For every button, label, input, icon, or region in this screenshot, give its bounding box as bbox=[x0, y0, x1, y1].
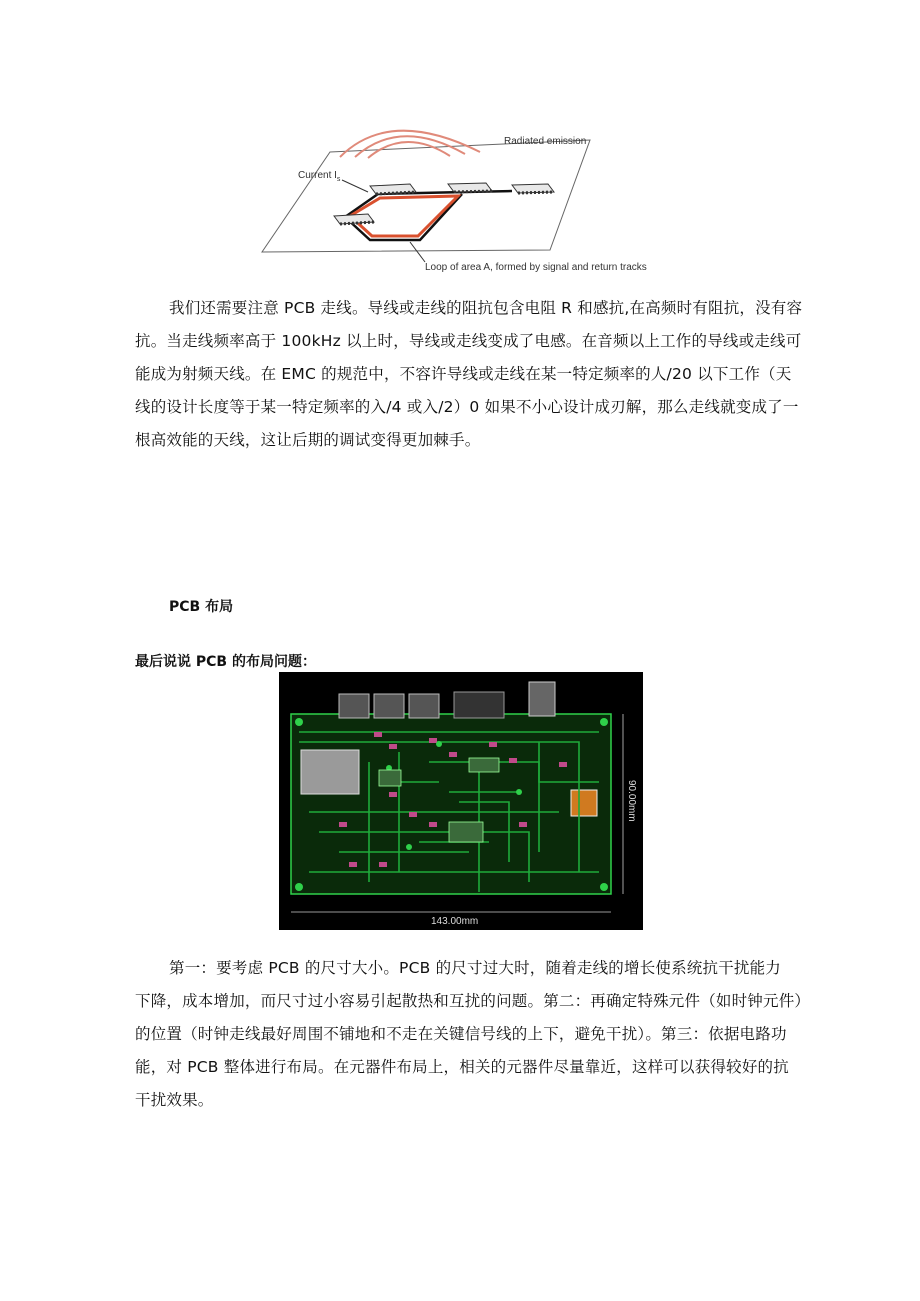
paragraph-pcb-traces bbox=[135, 292, 803, 457]
paragraph-line: 下降，成本增加，而尺寸过小容易引起散热和互扰的问题。第二：再确定特殊元件（如时钟元件） bbox=[135, 992, 811, 1010]
paragraph-line: 的位置（时钟走线最好周围不铺地和不走在关键信号线的上下，避免干扰）。第三：依据电路功 bbox=[135, 1025, 787, 1043]
chip bbox=[448, 183, 492, 192]
pcb-layout-image bbox=[279, 672, 643, 930]
pcb-connector bbox=[529, 682, 555, 716]
subheading-layout-issues: 最后说说 PCB 的布局问题： bbox=[135, 654, 316, 670]
pcb-height-label: 90.00mm bbox=[626, 780, 637, 822]
pcb-connector bbox=[454, 692, 504, 718]
paragraph-line: 抗。当走线频率高于 100kHz 以上时，导线或走线变成了电感。在音频以上工作的导线或走线可 bbox=[135, 332, 802, 350]
label-current bbox=[298, 170, 340, 183]
pcb-width-label: 143.00mm bbox=[431, 916, 479, 927]
chip bbox=[512, 184, 554, 193]
emission-diagram-svg bbox=[250, 112, 670, 282]
pcb-heatsink bbox=[301, 750, 359, 794]
label-radiated-emission: Radiated emission bbox=[504, 136, 587, 147]
chip bbox=[370, 184, 416, 194]
pcb-connector bbox=[409, 694, 439, 718]
paragraph-line: 能成为射频天线。在 EMC 的规范中，不容许导线或走线在某一特定频率的人/20 以下工作（天 bbox=[135, 365, 792, 383]
pcb-connector bbox=[339, 694, 369, 718]
pcb-main-chip bbox=[571, 790, 597, 816]
paragraph-line: 第一：要考虑 PCB 的尺寸大小。PCB 的尺寸过大时，随着走线的增长使系统抗干扰能力 bbox=[169, 959, 781, 977]
label-current-subscript: s bbox=[336, 176, 341, 183]
label-loop: Loop of area A, formed by signal and return tracks bbox=[425, 262, 647, 273]
section-heading-pcb-layout: PCB 布局 bbox=[169, 599, 234, 615]
paragraph-line: 我们还需要注意 PCB 走线。导线或走线的阻抗包含电阻 R 和感抗,在高频时有阻抗，没有容 bbox=[169, 299, 803, 317]
paragraph-line: 能，对 PCB 整体进行布局。在元器件布局上，相关的元器件尽量靠近，这样可以获得较好的抗 bbox=[135, 1058, 789, 1076]
chip bbox=[334, 214, 374, 224]
label-current-text: Current I bbox=[298, 170, 337, 181]
paragraph-pcb-layout bbox=[135, 952, 811, 1117]
pcb-connector bbox=[374, 694, 404, 718]
pcb-ic bbox=[469, 758, 499, 772]
paragraph-line: 根高效能的天线，这让后期的调试变得更加棘手。 bbox=[135, 431, 481, 449]
radiated-emission-diagram bbox=[250, 112, 670, 282]
pcb-board bbox=[291, 714, 611, 894]
paragraph-line: 线的设计长度等于某一特定频率的入/4 或入/2）0 如果不小心设计成刃解，那么走线就变成了一 bbox=[135, 398, 799, 416]
pcb-svg bbox=[279, 672, 643, 930]
pcb-ic bbox=[449, 822, 483, 842]
paragraph-line: 干扰效果。 bbox=[135, 1091, 214, 1109]
pcb-ic bbox=[379, 770, 401, 786]
